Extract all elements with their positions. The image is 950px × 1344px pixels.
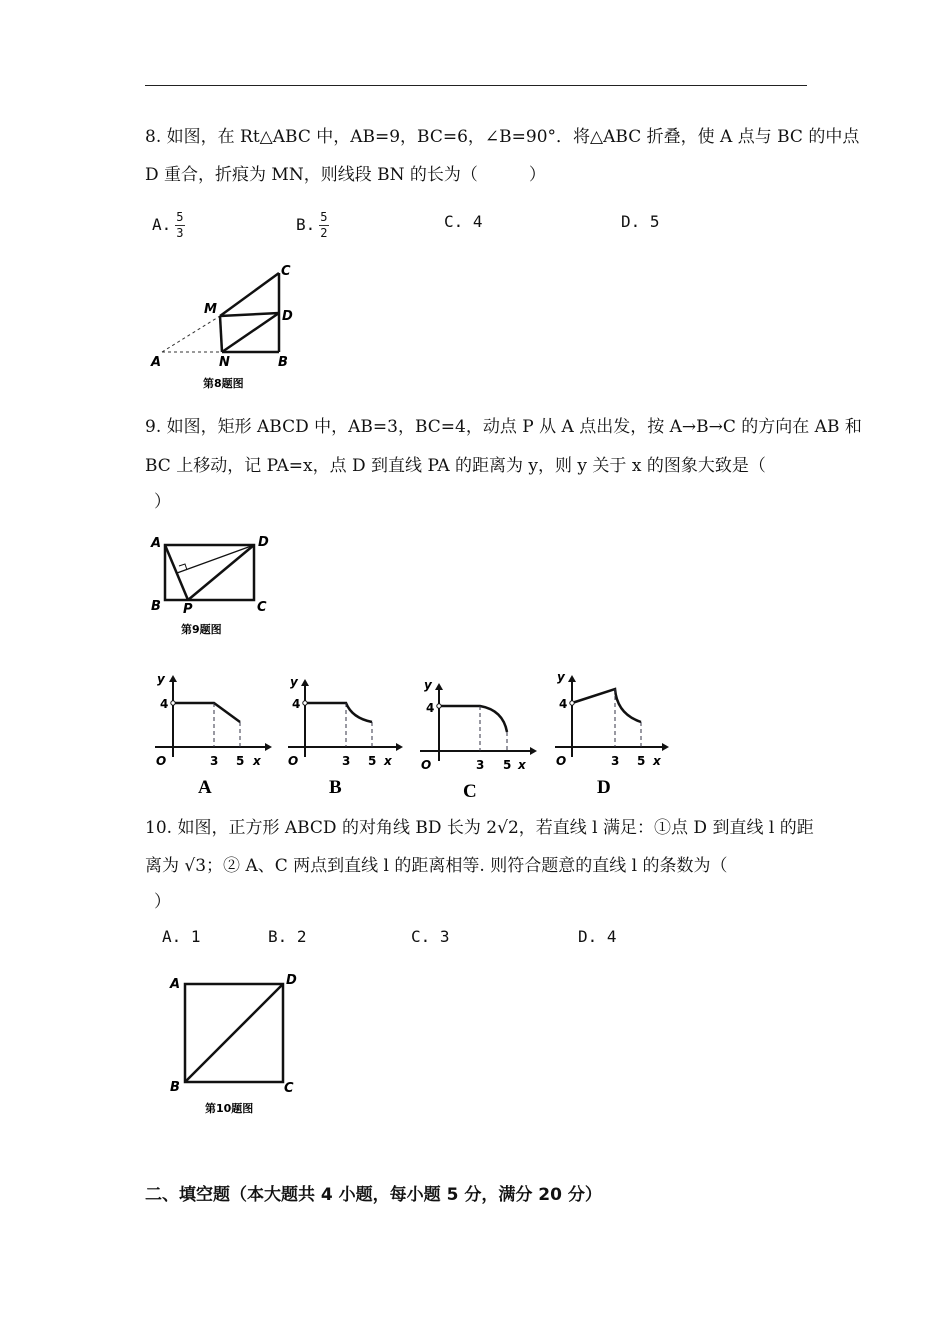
q10-label-c: C	[284, 1081, 294, 1096]
q9-graph-c-label: C	[463, 781, 477, 802]
q9-label-b: B	[151, 599, 161, 614]
q9-graph-d-y-label: y	[557, 670, 565, 684]
q8-text-line2: D 重合，折痕为 MN，则线段 BN 的长为（ ）	[145, 165, 546, 185]
q9-graph-d-x-label: x	[653, 754, 661, 768]
q10-text-line3: ）	[154, 892, 171, 912]
q9-graph-a-tick-3: 3	[210, 754, 219, 768]
q10-figure-caption: 第10题图	[205, 1102, 254, 1115]
q10-option-a[interactable]: A. 1	[162, 927, 201, 946]
q8-option-a-denominator: 3	[176, 226, 184, 240]
q8-option-b-prefix: B.	[296, 215, 316, 234]
q10-diagonal-bd	[185, 984, 283, 1082]
q9-graph-d-label: D	[597, 777, 611, 798]
q9-graph-d-tick-3: 3	[611, 754, 620, 768]
q10-option-c[interactable]: C. 3	[411, 927, 450, 946]
q8-option-a-prefix: A.	[152, 215, 172, 234]
q9-graph-b-x-label: x	[384, 754, 392, 768]
q9-label-d: D	[258, 535, 269, 550]
q9-graph-a-x-label: x	[253, 754, 261, 768]
q10-option-b[interactable]: B. 2	[268, 927, 307, 946]
q9-graph-a-y-label: y	[157, 672, 165, 686]
q10-text-line2: 离为 √3；② A、C 两点到直线 l 的距离相等. 则符合题意的直线 l 的条数为（	[145, 856, 728, 876]
q8-label-c: C	[281, 264, 291, 279]
q9-text-line2: BC 上移动，记 PA=x，点 D 到直线 PA 的距离为 y，则 y 关于 x 的图象大致是（	[145, 456, 766, 476]
q8-label-a: A	[151, 355, 162, 370]
q9-graph-c-tick-5: 5	[503, 758, 512, 772]
q9-graph-d-tick-5: 5	[637, 754, 646, 768]
q8-option-d[interactable]: D. 5	[621, 212, 660, 231]
q8-option-b-numerator: 5	[320, 210, 328, 224]
q9-graph-c-tick-4: 4	[426, 701, 435, 715]
q9-graph-c-y-label: y	[424, 678, 432, 692]
q9-text-line3: ）	[154, 492, 171, 512]
q9-graph-a-tick-4: 4	[160, 697, 169, 711]
q9-graph-c-tick-3: 3	[476, 758, 485, 772]
q10-label-b: B	[170, 1080, 180, 1095]
q8-option-b-denominator: 2	[320, 226, 328, 240]
q9-figure-caption: 第9题图	[181, 623, 222, 636]
q9-graph-d-tick-4: 4	[559, 697, 568, 711]
q9-graph-c-x-label: x	[518, 758, 526, 772]
q8-option-c[interactable]: C. 4	[444, 212, 483, 231]
q8-text-line1: 8. 如图，在 Rt△ABC 中，AB=9，BC=6，∠B=90°．将△ABC 折叠，使 A 点与 BC 的中点	[145, 127, 860, 147]
q9-graph-b-y-label: y	[290, 675, 298, 689]
q10-text-line1: 10. 如图，正方形 ABCD 的对角线 BD 长为 2√2，若直线 l 满足：①点 D 到直线 l 的距	[145, 818, 814, 838]
q8-label-d: D	[282, 309, 293, 324]
q10-label-a: A	[170, 977, 181, 992]
q8-figure-caption: 第8题图	[203, 377, 244, 390]
q9-graph-a-label: A	[198, 777, 212, 798]
q9-graph-b-label: B	[329, 777, 342, 798]
q8-label-m: M	[204, 302, 217, 317]
q9-text-line1: 9. 如图，矩形 ABCD 中，AB=3，BC=4，动点 P 从 A 点出发，按 A→B→C 的方向在 AB 和	[145, 417, 862, 437]
q10-option-d[interactable]: D. 4	[578, 927, 617, 946]
q10-label-d: D	[286, 973, 297, 988]
q8-label-n: N	[219, 355, 230, 370]
q9-graph-d-origin: O	[556, 754, 567, 768]
q9-label-p: P	[183, 602, 193, 617]
section-2-heading: 二、填空题（本大题共 4 小题，每小题 5 分，满分 20 分）	[145, 1185, 602, 1205]
q9-graph-c-origin: O	[421, 758, 432, 772]
q9-graph-b-tick-3: 3	[342, 754, 351, 768]
q9-graph-a-origin: O	[156, 754, 167, 768]
q9-label-c: C	[257, 600, 267, 615]
q9-graph-b-tick-4: 4	[292, 697, 301, 711]
q9-graph-b-tick-5: 5	[368, 754, 377, 768]
q9-graph-a-tick-5: 5	[236, 754, 245, 768]
q9-label-a: A	[151, 536, 162, 551]
q8-label-b: B	[278, 355, 288, 370]
q8-option-a-numerator: 5	[176, 210, 184, 224]
q9-graph-b-origin: O	[288, 754, 299, 768]
